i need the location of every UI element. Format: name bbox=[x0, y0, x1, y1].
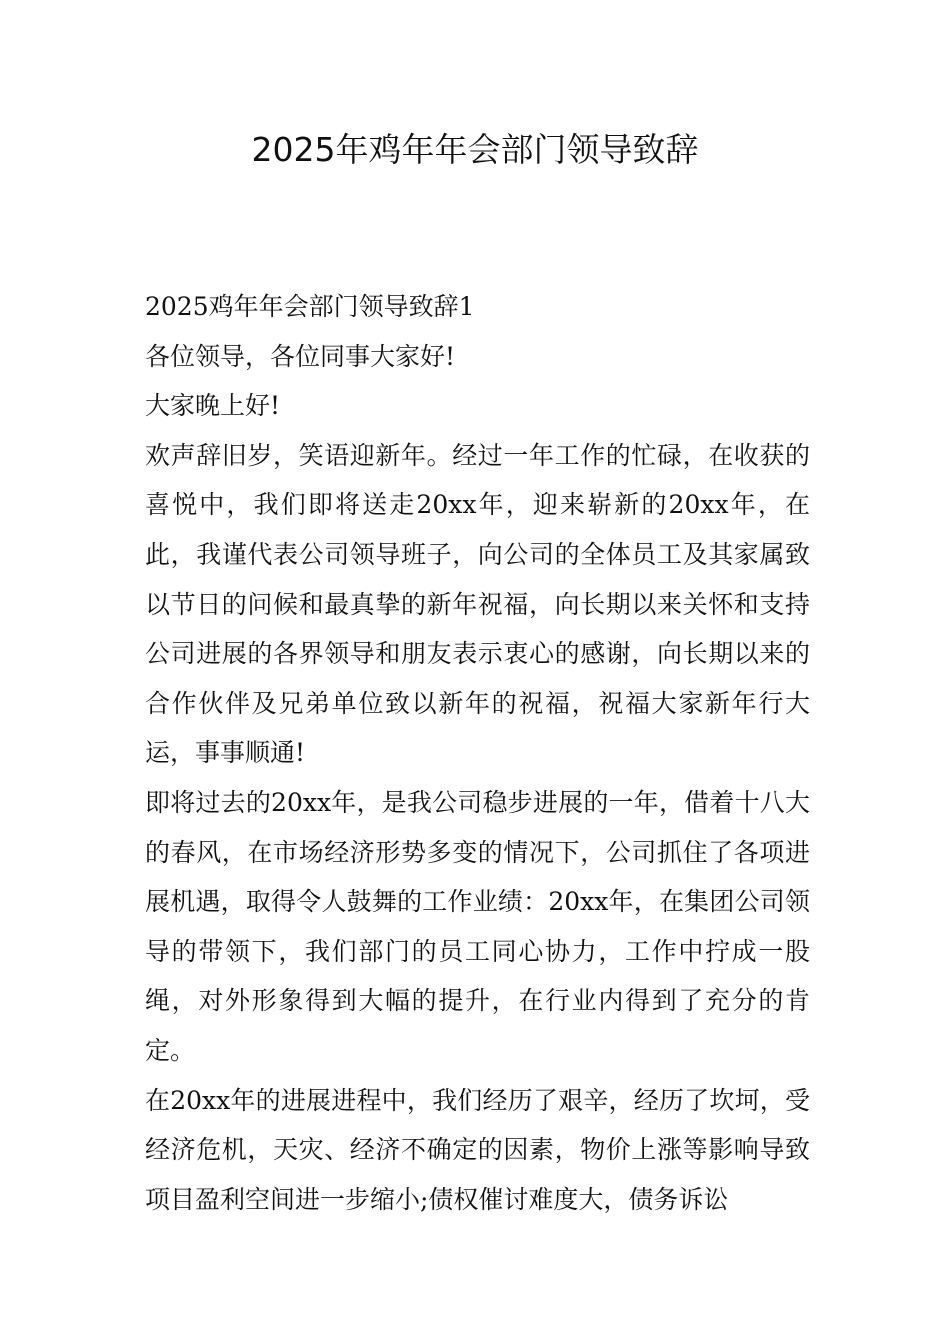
document-title: 2025年鸡年年会部门领导致辞 bbox=[251, 130, 699, 169]
body-paragraph: 欢声辞旧岁，笑语迎新年。经过一年工作的忙碌，在收获的喜悦中，我们即将送走20xx年，迎来崭新的20xx年，在此，我谨代表公司领导班子，向公司的全体员工及其家属致以节日的问候和最真挚的新年祝福，向长期以来关怀和支持公司进展的各界领导和朋友表示衷心的感谢，向长期以来的合作伙伴及兄弟单位致以新年的祝福，祝福大家新年行大运，事事顺通! bbox=[145, 440, 810, 768]
evening-greeting-paragraph: 大家晚上好! bbox=[145, 391, 281, 421]
body-paragraph: 在20xx年的进展进程中，我们经历了艰辛，经历了坎坷，受经济危机，天灾、经济不确定的因素，物价上涨等影响导致项目盈利空间进一步缩小;债权催讨难度大，债务诉讼 bbox=[145, 1085, 810, 1214]
body-paragraph: 即将过去的20xx年，是我公司稳步进展的一年，借着十八大的春风，在市场经济形势多变的情况下，公司抓住了各项进展机遇，取得令人鼓舞的工作业绩：20xx年，在集团公司领导的带领下，我们部门的员工同心协力，工作中拧成一股绳，对外形象得到大幅的提升，在行业内得到了充分的肯定。 bbox=[145, 787, 810, 1065]
greeting-paragraph: 各位领导，各位同事大家好! bbox=[145, 341, 456, 371]
section-heading: 2025鸡年年会部门领导致辞1 bbox=[145, 292, 475, 321]
document-body bbox=[145, 282, 810, 1224]
